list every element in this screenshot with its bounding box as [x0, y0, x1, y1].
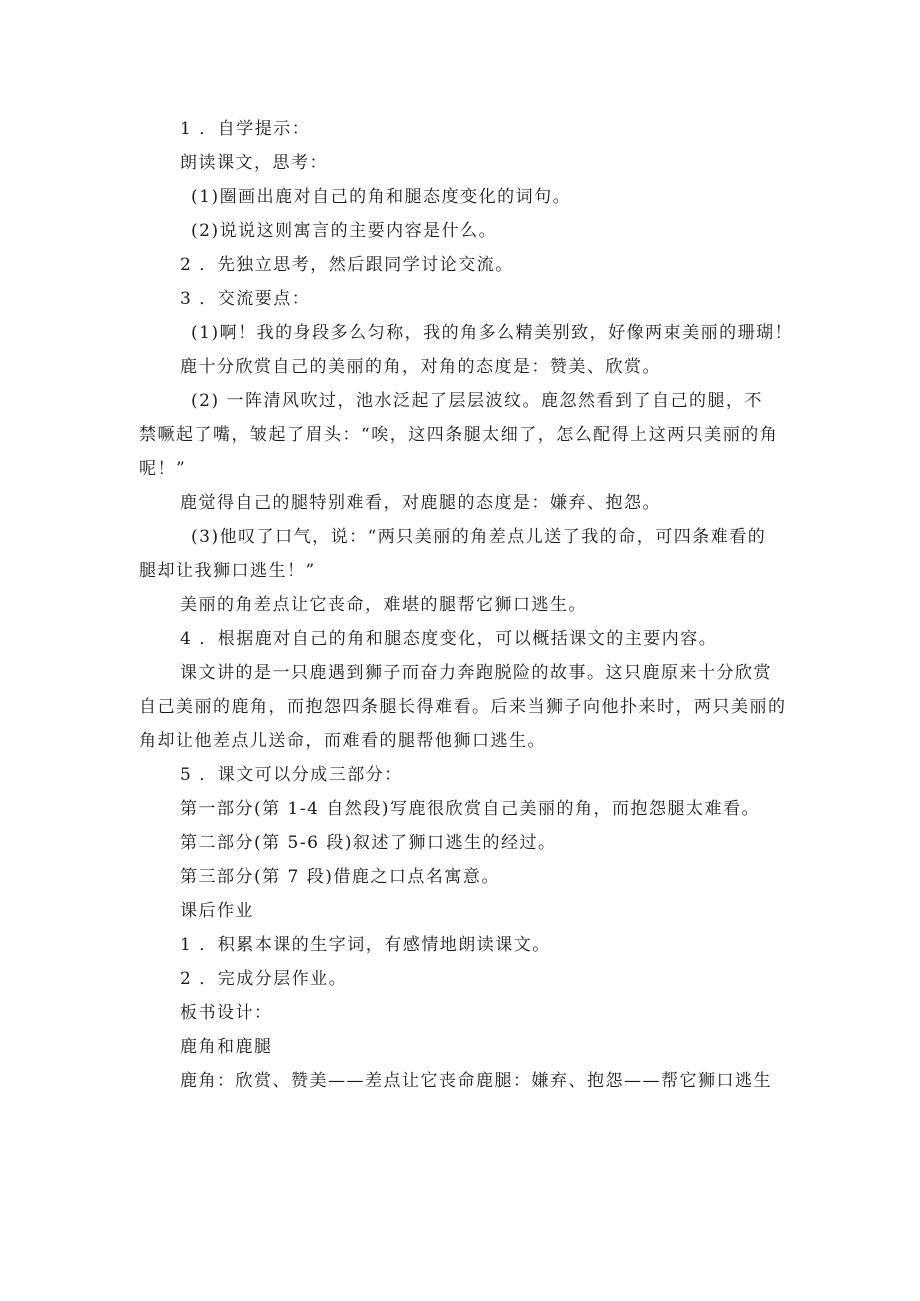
- text-line: 第一部分(第 1-4 自然段)写鹿很欣赏自己美丽的角，而抱怨腿太难看。: [180, 799, 760, 819]
- text-line: 5 ．课文可以分成三部分：: [180, 765, 403, 785]
- text-line: (2)说说这则寓言的主要内容是什么。: [191, 221, 498, 241]
- text-line: 鹿觉得自己的腿特别难看，对鹿腿的态度是：嫌弃、抱怨。: [180, 493, 661, 513]
- text-line: (1)圈画出鹿对自己的角和腿态度变化的词句。: [191, 187, 572, 207]
- text-line: 呢！”: [139, 459, 187, 479]
- text-line: 板书设计：: [180, 1003, 273, 1023]
- text-line: 第三部分(第 7 段)借鹿之口点名寓意。: [180, 867, 500, 887]
- text-line: 鹿角：欣赏、赞美——差点让它丧命鹿腿：嫌弃、抱怨——帮它狮口逃生: [180, 1071, 772, 1091]
- text-line: 鹿十分欣赏自己的美丽的角，对角的态度是：赞美、欣赏。: [180, 357, 661, 377]
- text-line: 2 ．完成分层作业。: [180, 969, 348, 989]
- text-line: 课文讲的是一只鹿遇到狮子而奋力奔跑脱险的故事。这只鹿原来十分欣赏: [180, 663, 772, 683]
- text-line: 美丽的角差点让它丧命，难堪的腿帮它狮口逃生。: [180, 595, 587, 615]
- text-line: 课后作业: [180, 901, 254, 921]
- text-line: 4 ．根据鹿对自己的角和腿态度变化，可以概括课文的主要内容。: [180, 629, 718, 649]
- text-line: 朗读课文，思考：: [180, 153, 328, 173]
- text-line: 1 ．积累本课的生字词，有感情地朗读课文。: [180, 935, 551, 955]
- text-line: 第二部分(第 5-6 段)叙述了狮口逃生的经过。: [180, 833, 557, 853]
- text-line: 3 ．交流要点：: [180, 289, 311, 309]
- text-line: (3)他叹了口气，说：“两只美丽的角差点儿送了我的命，可四条难看的: [191, 527, 767, 547]
- text-line: (1)啊！我的身段多么匀称，我的角多么精美别致，好像两束美丽的珊瑚！: [191, 323, 794, 343]
- text-line: 2 ．先独立思考，然后跟同学讨论交流。: [180, 255, 514, 275]
- text-line: 禁噘起了嘴，皱起了眉头：“唉，这四条腿太细了，怎么配得上这两只美丽的角: [139, 425, 779, 445]
- text-line: (2) 一阵清风吹过，池水泛起了层层波纹。鹿忽然看到了自己的腿，不: [191, 391, 763, 411]
- text-line: 角却让他差点儿送命，而难看的腿帮他狮口逃生。: [139, 731, 546, 751]
- text-line: 腿却让我狮口逃生！”: [139, 561, 316, 581]
- text-line: 鹿角和鹿腿: [180, 1037, 273, 1057]
- text-line: 1 ．自学提示：: [180, 119, 311, 139]
- text-line: 自己美丽的鹿角，而抱怨四条腿长得难看。后来当狮子向他扑来时，两只美丽的: [139, 697, 787, 717]
